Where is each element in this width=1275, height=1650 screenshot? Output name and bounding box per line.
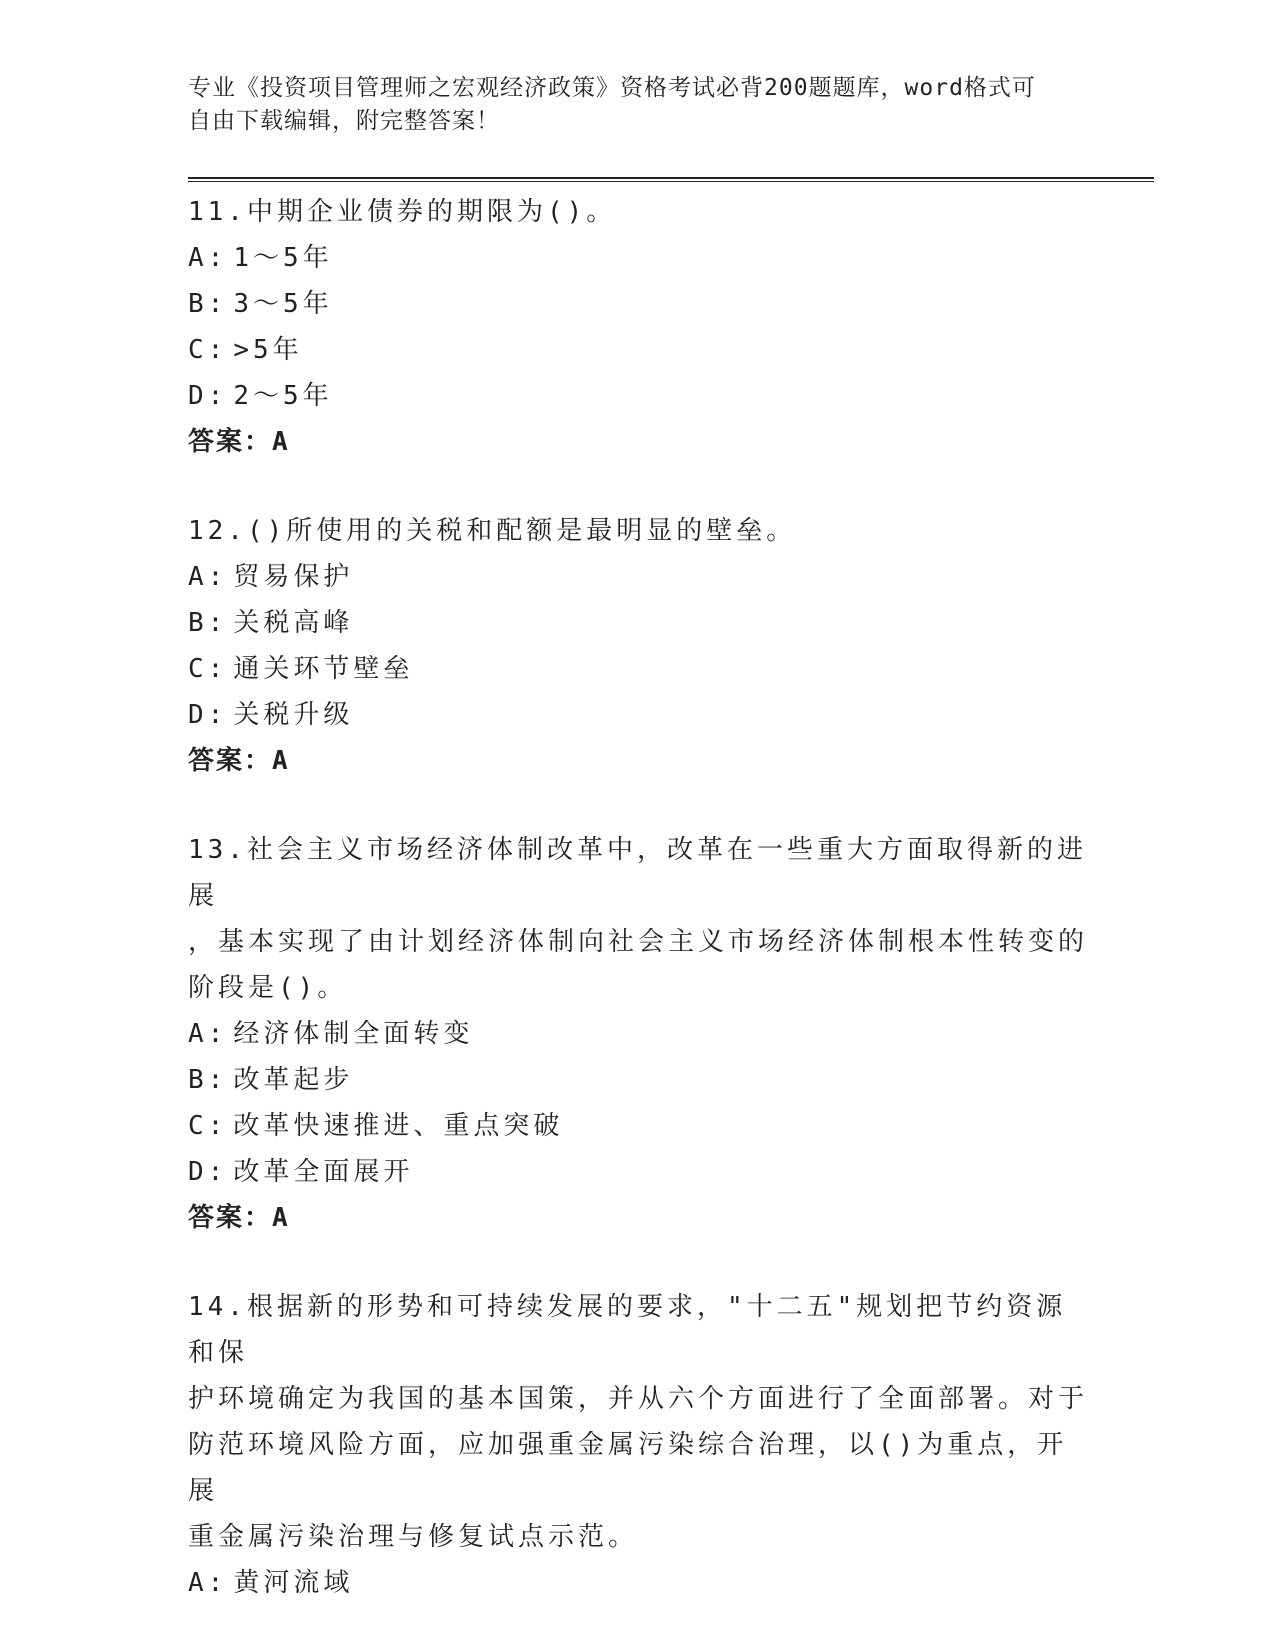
option-letter: D:: [188, 1157, 228, 1187]
option-letter: A:: [188, 1019, 228, 1049]
answer-line: 答案：A: [188, 1203, 290, 1233]
option-letter: B:: [188, 289, 228, 319]
option-d: [188, 692, 1088, 738]
option-b: [188, 600, 1088, 646]
question-text: 12.()所使用的关税和配额是最明显的壁垒。: [188, 516, 797, 546]
option-letter: B:: [188, 1065, 228, 1095]
header-line-2: 自由下载编辑，附完整答案！: [188, 108, 500, 134]
answer-line: 答案：A: [188, 427, 290, 457]
option-letter: A:: [188, 562, 228, 592]
option-c: [188, 1103, 1088, 1149]
question-text: 11.中期企业债券的期限为()。: [188, 197, 617, 227]
question-11: [188, 189, 1088, 465]
question-list: [188, 189, 1088, 1606]
option-c: [188, 327, 1088, 373]
option-text: 1～5年: [233, 243, 333, 273]
option-letter: C:: [188, 1111, 228, 1141]
option-text: 关税升级: [233, 700, 354, 730]
question-spacer: [188, 784, 1088, 827]
option-letter: C:: [188, 335, 228, 365]
option-text: 通关环节壁垒: [233, 654, 414, 684]
question-14: [188, 1284, 1088, 1606]
divider-line-thin: [188, 181, 1154, 182]
option-letter: C:: [188, 654, 228, 684]
option-text: 黄河流域: [233, 1568, 354, 1598]
question-text-line-1: 14.根据新的形势和可持续发展的要求，"十二五"规划把节约资源和保: [188, 1292, 1067, 1368]
question-text-line-2: ，基本实现了由计划经济体制向社会主义市场经济体制根本性转变的: [188, 927, 1089, 957]
option-text: 3～5年: [233, 289, 333, 319]
option-letter: A:: [188, 243, 228, 273]
option-b: [188, 1057, 1088, 1103]
header-line-1: 专业《投资项目管理师之宏观经济政策》资格考试必背200题题库，word格式可: [188, 75, 1036, 101]
answer-line: 答案：A: [188, 746, 290, 776]
option-text: 关税高峰: [233, 608, 354, 638]
option-text: 改革快速推进、重点突破: [233, 1111, 564, 1141]
question-spacer: [188, 465, 1088, 508]
option-d: [188, 1149, 1088, 1195]
option-letter: B:: [188, 608, 228, 638]
question-spacer: [188, 1241, 1088, 1284]
option-d: [188, 373, 1088, 419]
question-text-line-4: 重金属污染治理与修复试点示范。: [188, 1522, 639, 1552]
option-letter: A:: [188, 1568, 228, 1598]
question-text-line-3: 阶段是()。: [188, 973, 348, 1003]
divider-line-thick: [188, 177, 1154, 179]
option-text: 2～5年: [233, 381, 333, 411]
option-a: [188, 235, 1088, 281]
option-letter: D:: [188, 700, 228, 730]
option-a: [188, 554, 1088, 600]
option-text: 贸易保护: [233, 562, 354, 592]
question-13: [188, 827, 1088, 1241]
document-header: [188, 72, 1068, 138]
option-text: 改革起步: [233, 1065, 354, 1095]
option-b: [188, 281, 1088, 327]
option-text: 经济体制全面转变: [233, 1019, 474, 1049]
question-text-line-2: 护环境确定为我国的基本国策，并从六个方面进行了全面部署。对于: [188, 1384, 1089, 1414]
option-a: [188, 1011, 1088, 1057]
header-divider: [188, 177, 1154, 183]
question-text-line-1: 13.社会主义市场经济体制改革中，改革在一些重大方面取得新的进展: [188, 835, 1087, 911]
option-a: [188, 1560, 1088, 1606]
option-text: 改革全面展开: [233, 1157, 414, 1187]
option-c: [188, 646, 1088, 692]
question-12: [188, 508, 1088, 784]
option-text: >5年: [233, 335, 303, 365]
option-letter: D:: [188, 381, 228, 411]
question-text-line-3: 防范环境风险方面，应加强重金属污染综合治理，以()为重点，开展: [188, 1430, 1068, 1506]
